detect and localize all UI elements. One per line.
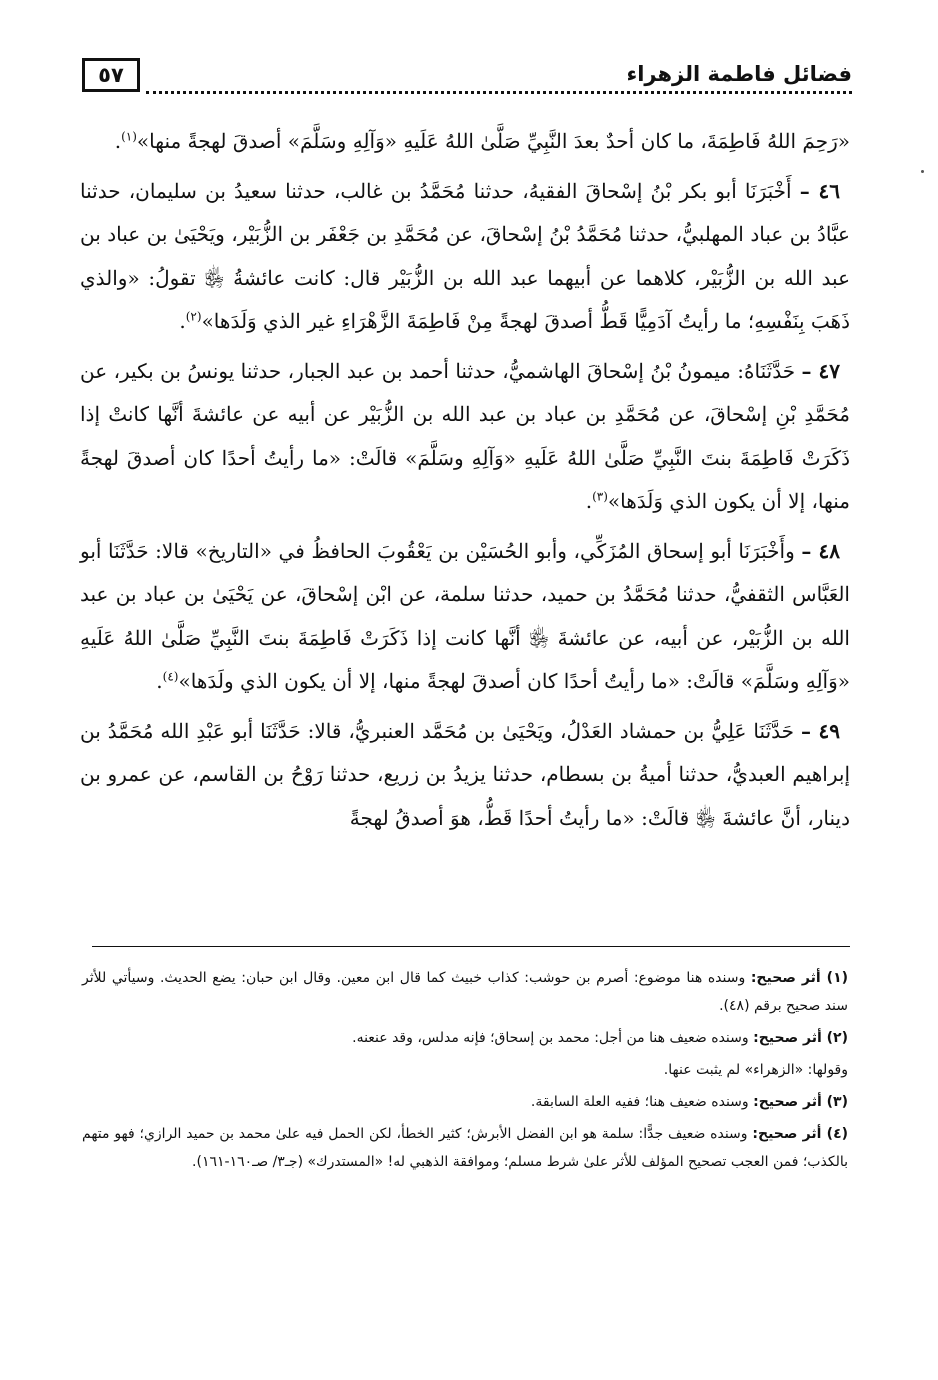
footnote-ref: (٣) bbox=[592, 489, 608, 504]
narration-text: أَخْبَرَنَا أبو بكر بْنُ إسْحاقَ الفقيهُ، حدثنا مُحَمَّدُ بن غالب، حدثنا سعيدُ بن سليمان، حدثنا عبَّادُ بن عباد المهلبيُّ، حدثنا مُحَمَّدُ بْنُ إسْحاقَ، عن مُحَمَّدِ بن جَعْفَر بن الزُّبَيْر، ويَحْيَىٰ بن عباد بن عبد الله بن الزُّبَيْر، كلاهما عن أبيهما عبد الله بن الزُّبَيْر قال: كانت عائشةُ ﵂ تقولُ: «والذي ذَهَبَ بِنَفْسِهِ؛ ما رأيتُ آدَمِيًّا قَطُّ أصدقَ لهجةً مِنْ فَاطِمَةَ الزَّهْرَاءِ غير الذي وَلَدَها» bbox=[80, 178, 850, 333]
page-header bbox=[82, 58, 852, 102]
narration-number: ٤٩ – bbox=[800, 718, 840, 743]
header-dotted-rule bbox=[146, 91, 852, 94]
footnote-ref: (٤) bbox=[162, 669, 179, 684]
narration-49 bbox=[80, 710, 850, 841]
footnote-3 bbox=[82, 1088, 848, 1116]
paragraph-end: . bbox=[179, 309, 186, 333]
main-text bbox=[80, 120, 850, 846]
paragraph-end: . bbox=[114, 129, 122, 153]
narration-number: ٤٧ – bbox=[801, 358, 840, 383]
narration-number: ٤٨ – bbox=[801, 538, 841, 563]
narration-47 bbox=[80, 350, 850, 524]
footnote-2 bbox=[82, 1024, 848, 1052]
running-title: فضائل فاطمة الزهراء bbox=[626, 62, 852, 86]
footnote-label: (٤) أثر صحيح: bbox=[752, 1126, 849, 1142]
narration-48 bbox=[80, 530, 850, 704]
paragraph-end: . bbox=[585, 489, 593, 513]
footnote-4 bbox=[82, 1120, 848, 1176]
footnote-1 bbox=[82, 964, 848, 1020]
footnote-text: وسنده ضعيف هنا؛ ففيه العلة السابقة. bbox=[530, 1094, 749, 1110]
paragraph-end: . bbox=[156, 669, 163, 693]
paragraph-text: «رَحِمَ اللهُ فَاطِمَةَ، ما كان أحدٌ بعدَ النَّبِيِّ صَلَّىٰ اللهُ عَلَيهِ «وَآلِهِ وسَلَّمَ» أصدقَ لهجةً منها» bbox=[136, 129, 850, 153]
footnote-text: وقولها: «الزهراء» لم يثبت عنها. bbox=[663, 1062, 848, 1078]
footnote-label: (٣) أثر صحيح: bbox=[753, 1094, 848, 1110]
footnote-ref: (١) bbox=[121, 129, 137, 144]
footnote-ref: (٢) bbox=[185, 309, 202, 324]
footnote-separator bbox=[92, 946, 850, 947]
footnote-2-continuation bbox=[82, 1056, 848, 1084]
footnote-label: (١) أثر صحيح: bbox=[750, 970, 849, 986]
footnotes bbox=[82, 964, 848, 1180]
narration-46 bbox=[80, 170, 850, 344]
footnote-text: وسنده هنا موضوع: أصرم بن حوشب: كذاب خبيث كما قال ابن معين. وقال ابن حبان: يضع الحديث. وسيأتي للأثر سند صحيح برقم (٤٨). bbox=[82, 970, 848, 1014]
paragraph-continuation bbox=[80, 120, 850, 164]
narration-text: حَدَّثَنَاهُ: ميمونُ بْنُ إسْحاقَ الهاشميُّ، حدثنا أحمد بن عبد الجبار، حدثنا يونسُ بن بكير، عن مُحَمَّدِ بْنِ إسْحاقَ، عن مُحَمَّدِ بن عباد بن عبد الله بن الزُّبَيْر عن أبيه عن عائشةَ أنَّها كانتْ إذا ذَكَرَتْ فَاطِمَةَ بنتَ النَّبِيِّ صَلَّىٰ اللهُ عَلَيهِ «وَآلِهِ وسَلَّمَ» قالَتْ: «ما رأيتُ أحدًا كان أصدقَ لهجةً منها، إلا أن يكون الذي وَلَدَها» bbox=[80, 358, 850, 513]
narration-text: حَدَّثَنَا عَلِيُّ بن حمشاد العَدْلُ، ويَحْيَىٰ بن مُحَمَّد العنبريُّ، قالا: حَدَّثَنَا أبو عَبْدِ الله مُحَمَّدُ بن إبراهيم العبديُّ، حدثنا أميةُ بن بسطام، حدثنا يزيدُ بن زريع، حدثنا رَوْحُ بن القاسم، عن عمرو بن دينار، أنَّ عائشةَ ﵂ قالَتْ: «ما رأيتُ أحدًا قَطُّ، هوَ أصدقُ لهجةً bbox=[80, 718, 850, 830]
page-number: ٥٧ bbox=[82, 58, 140, 92]
narration-number: ٤٦ – bbox=[799, 178, 841, 203]
footnote-text: وسنده ضعيف هنا من أجل: محمد بن إسحاق؛ فإنه مدلس، وقد عنعنه. bbox=[352, 1030, 749, 1046]
footnote-label: (٢) أثر صحيح: bbox=[753, 1030, 848, 1046]
narration-text: وأَخْبَرَنَا أبو إسحاق المُزَكِّي، وأبو الحُسَيْن بن يَعْقُوبَ الحافظُ في «التاريخ» قالا: حَدَّثَنَا أبو العَبَّاس الثقفيُّ، حدثنا مُحَمَّدُ بن حميد، حدثنا سلمة، عن ابْن إسْحاقَ، عن يَحْيَىٰ بن عباد بن عبد الله بن الزُّبَيْر، عن أبيه، عن عائشةَ ﵂ أنَّها كانت إذا ذَكَرَتْ فَاطِمَةَ بنتَ النَّبِيِّ صَلَّىٰ اللهُ عَلَيهِ «وَآلِهِ وسَلَّمَ» قالَتْ: «ما رأيتُ أحدًا كان أصدقَ لهجةً منها، إلا أن يكون الذي ولَدَها» bbox=[80, 538, 850, 693]
margin-speck bbox=[921, 170, 924, 173]
footnote-text: وسنده ضعيف جدًّا: سلمة هو ابن الفضل الأبرش؛ كثير الخطأ، لكن الحمل فيه علىٰ محمد بن حميد الرازي؛ فهو متهم بالكذب؛ فمن العجب تصحيح المؤلف للأثر علىٰ شرط مسلم؛ وموافقة الذهبي له! «المستدرك» (جـ٣/ صـ١٦٠-١٦١). bbox=[82, 1126, 848, 1170]
